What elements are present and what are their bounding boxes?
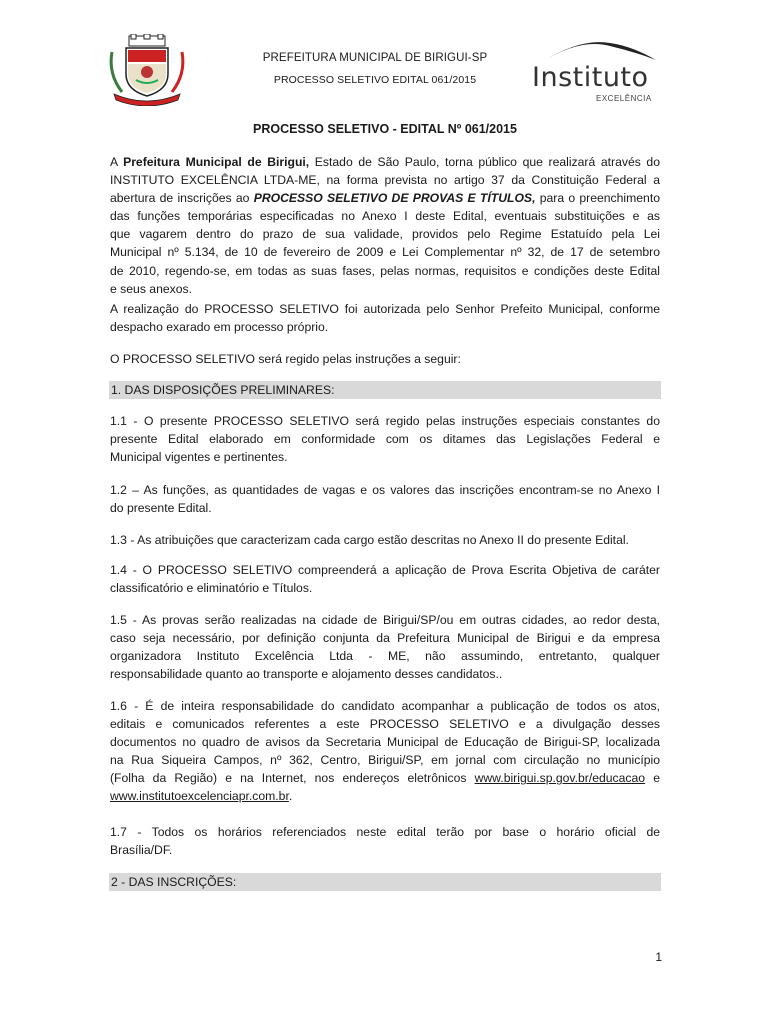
item-1-6: 1.6 - É de inteira responsabilidade do candidato acompanhar a publicação de todos os atos, editais e comunicados referentes a este PROCESSO SELETIVO e a divulgação desses documentos no quadro de avisos da Secretaria Municipal de Educação de Birigui-SP, localizada na Rua Siqueira Campos, nº 362, Centro, Birigui/SP, em jornal com circulação no município (Folha da Região) e na Internet, nos endereços eletrônicos www.birigui.sp.gov.br/educacao e www.institutoexcelenciapr.com.br. <box>110 699 660 804</box>
document-title: PROCESSO SELETIVO - EDITAL Nº 061/2015 <box>253 122 517 136</box>
instituto-excelencia-logo <box>530 40 660 106</box>
item-1-7: 1.7 - Todos os horários referenciados neste edital terão por base o horário oficial de Brasília/DF. <box>110 825 660 858</box>
item-1-2: 1.2 – As funções, as quantidades de vagas e os valores das inscrições encontram-se no Anexo I do presente Edital. <box>110 483 660 516</box>
authorization-paragraph: A realização do PROCESSO SELETIVO foi autorizada pelo Senhor Prefeito Municipal, conforme despacho exarado em processo próprio. <box>110 302 660 335</box>
logo-swoosh-icon <box>540 40 658 64</box>
intro-paragraph: A Prefeitura Municipal de Birigui, Estado de São Paulo, torna público que realizará através do INSTITUTO EXCELÊNCIA LTDA-ME, na forma prevista no artigo 37 da Constituição Federal a abertura de inscrições ao PROCESSO SELETIVO DE PROVAS E TÍTULOS, para o preenchimento das funções temporárias especificadas no Anexo I deste Edital, eventuais substituições e as que vagarem dentro do prazo de sua validade, providos pelo Regime Estatuído pela Lei Municipal nº 5.134, de 10 de fevereiro de 2009 e Lei Complementar nº 32, de 17 de setembro de 2010, regendo-se, em todas as suas fases, pelas normas, requisitos e condições deste Edital e seus anexos. <box>110 155 661 296</box>
header-edital-ref: PROCESSO SELETIVO EDITAL 061/2015 <box>273 74 477 86</box>
link-birigui-educacao[interactable]: www.birigui.sp.gov.br/educacao <box>474 771 646 786</box>
item-1-4: 1.4 - O PROCESSO SELETIVO compreenderá a aplicação de Prova Escrita Objetiva de caráter classificatório e eliminatório e Títulos. <box>110 563 660 596</box>
item-1-3: 1.3 - As atribuições que caracterizam cada cargo estão descritas no Anexo II do presente Edital. <box>110 533 629 547</box>
header-municipality: PREFEITURA MUNICIPAL DE BIRIGUI-SP <box>262 52 488 64</box>
logo-subtitle: EXCELÊNCIA <box>596 94 652 103</box>
page-number: 1 <box>655 950 662 964</box>
link-instituto-excelencia[interactable]: www.institutoexcelenciapr.com.br <box>110 789 289 804</box>
rules-paragraph: O PROCESSO SELETIVO será regido pelas instruções a seguir: <box>110 352 461 366</box>
section-heading-inscricoes: 2 - DAS INSCRIÇÕES: <box>109 873 661 891</box>
municipal-crest-logo <box>106 34 188 106</box>
item-1-5: 1.5 - As provas serão realizadas na cidade de Birigui/SP/ou em outras cidades, ao redor desta, caso seja necessário, por definição conjunta da Prefeitura Municipal de Birigui e da empresa organizadora Instituto Excelência Ltda - ME, não assumindo, entretanto, qualquer responsabilidade quanto ao transporte e alojamento desses candidatos.. <box>110 613 660 682</box>
item-1-1: 1.1 - O presente PROCESSO SELETIVO será regido pelas instruções especiais constantes do presente Edital elaborado em conformidade com os ditames das Legislações Federal e Municipal vigentes e pertinentes. <box>110 414 660 465</box>
logo-word: Instituto <box>532 62 649 93</box>
section-heading-preliminares: 1. DAS DISPOSIÇÕES PRELIMINARES: <box>109 381 661 399</box>
